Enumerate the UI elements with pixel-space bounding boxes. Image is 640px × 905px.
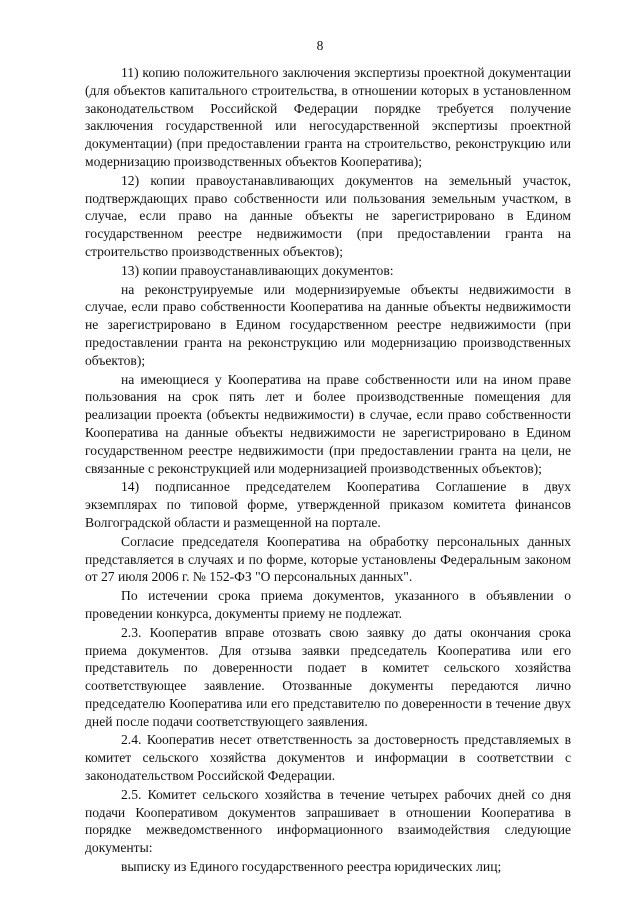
paragraph-item-11: 11) копию положительного заключения экспертизы проектной документации (для объектов капитального строительства, в отношении которых в установленном законодательством Российской Федерации порядке требуется получение заключения государственной или негосударственной экспертизы проектной документации) (при предоставлении гранта на строительство, реконструкцию или модернизацию производственных объектов Кооператива); xyxy=(85,65,571,169)
document-body xyxy=(85,64,571,876)
page-number: 8 xyxy=(316,38,324,53)
paragraph-reconstructed-objects: на реконструируемые или модернизируемые объекты недвижимости в случае, если право собственности Кооператива на данные объекты недвижимости не зарегистрировано в Едином государственном реестре недвижимости (при предоставлении гранта на реконструкцию или модернизацию производственных объектов); xyxy=(85,281,571,368)
paragraph-item-14: 14) подписанное председателем Кооператива Соглашение в двух экземплярах по типовой форме, утвержденной приказом комитета финансов Волгоградской области и размещенной на портале. xyxy=(85,479,571,530)
paragraph-owned-premises: на имеющиеся у Кооператива на праве собственности или на ином праве пользования на срок пять лет и более производственные помещения для реализации проекта (объекты недвижимости) в случае, если право собственности Кооператива на данные объекты недвижимости не зарегистрировано в Едином государственном реестре недвижимости (при предоставлении гранта на цели, не связанные с реконструкцией или модернизацией производственных объектов); xyxy=(85,371,571,476)
paragraph-2-3: 2.3. Кооператив вправе отозвать свою заявку до даты окончания срока приема документов. Для отзыва заявки председатель Кооператива или его представитель по доверенности подает в комитет сельского хозяйства соответствующее заявление. Отозванные документы передаются лично председателю Кооператива или его представителю по доверенности в течение двух дней после подачи соответствующего заявления. xyxy=(85,624,571,729)
paragraph-2-4: 2.4. Кооператив несет ответственность за достоверность представляемых в комитет сельского хозяйства документов и информации в соответствии с законодательством Российской Федерации. xyxy=(85,732,571,784)
paragraph-item-13: 13) копии правоустанавливающих документов: xyxy=(121,262,394,278)
paragraph-item-12: 12) копии правоустанавливающих документов на земельный участок, подтверждающих право собственности или пользования земельным участком, в случае, если право на данные объекты не зарегистрировано в Едином государственном реестре недвижимости (при предоставлении гранта на строительство производственных объектов); xyxy=(85,172,571,259)
paragraph-egrul-extract: выписку из Единого государственного реестра юридических лиц; xyxy=(121,859,502,875)
paragraph-deadline: По истечении срока приема документов, указанного в объявлении о проведении конкурса, документы приему не подлежат. xyxy=(85,588,571,621)
paragraph-2-5: 2.5. Комитет сельского хозяйства в течение четырех рабочих дней со дня подачи Кооперативом документов запрашивает в отношении Кооператива в порядке межведомственного информационного взаимодействия следующие документы: xyxy=(85,786,571,856)
paragraph-personal-data-consent: Согласие председателя Кооператива на обработку персональных данных представляется в случаях и по форме, которые установлены Федеральным законом от 27 июля 2006 г. № 152-ФЗ "О персональных данных". xyxy=(85,533,571,585)
